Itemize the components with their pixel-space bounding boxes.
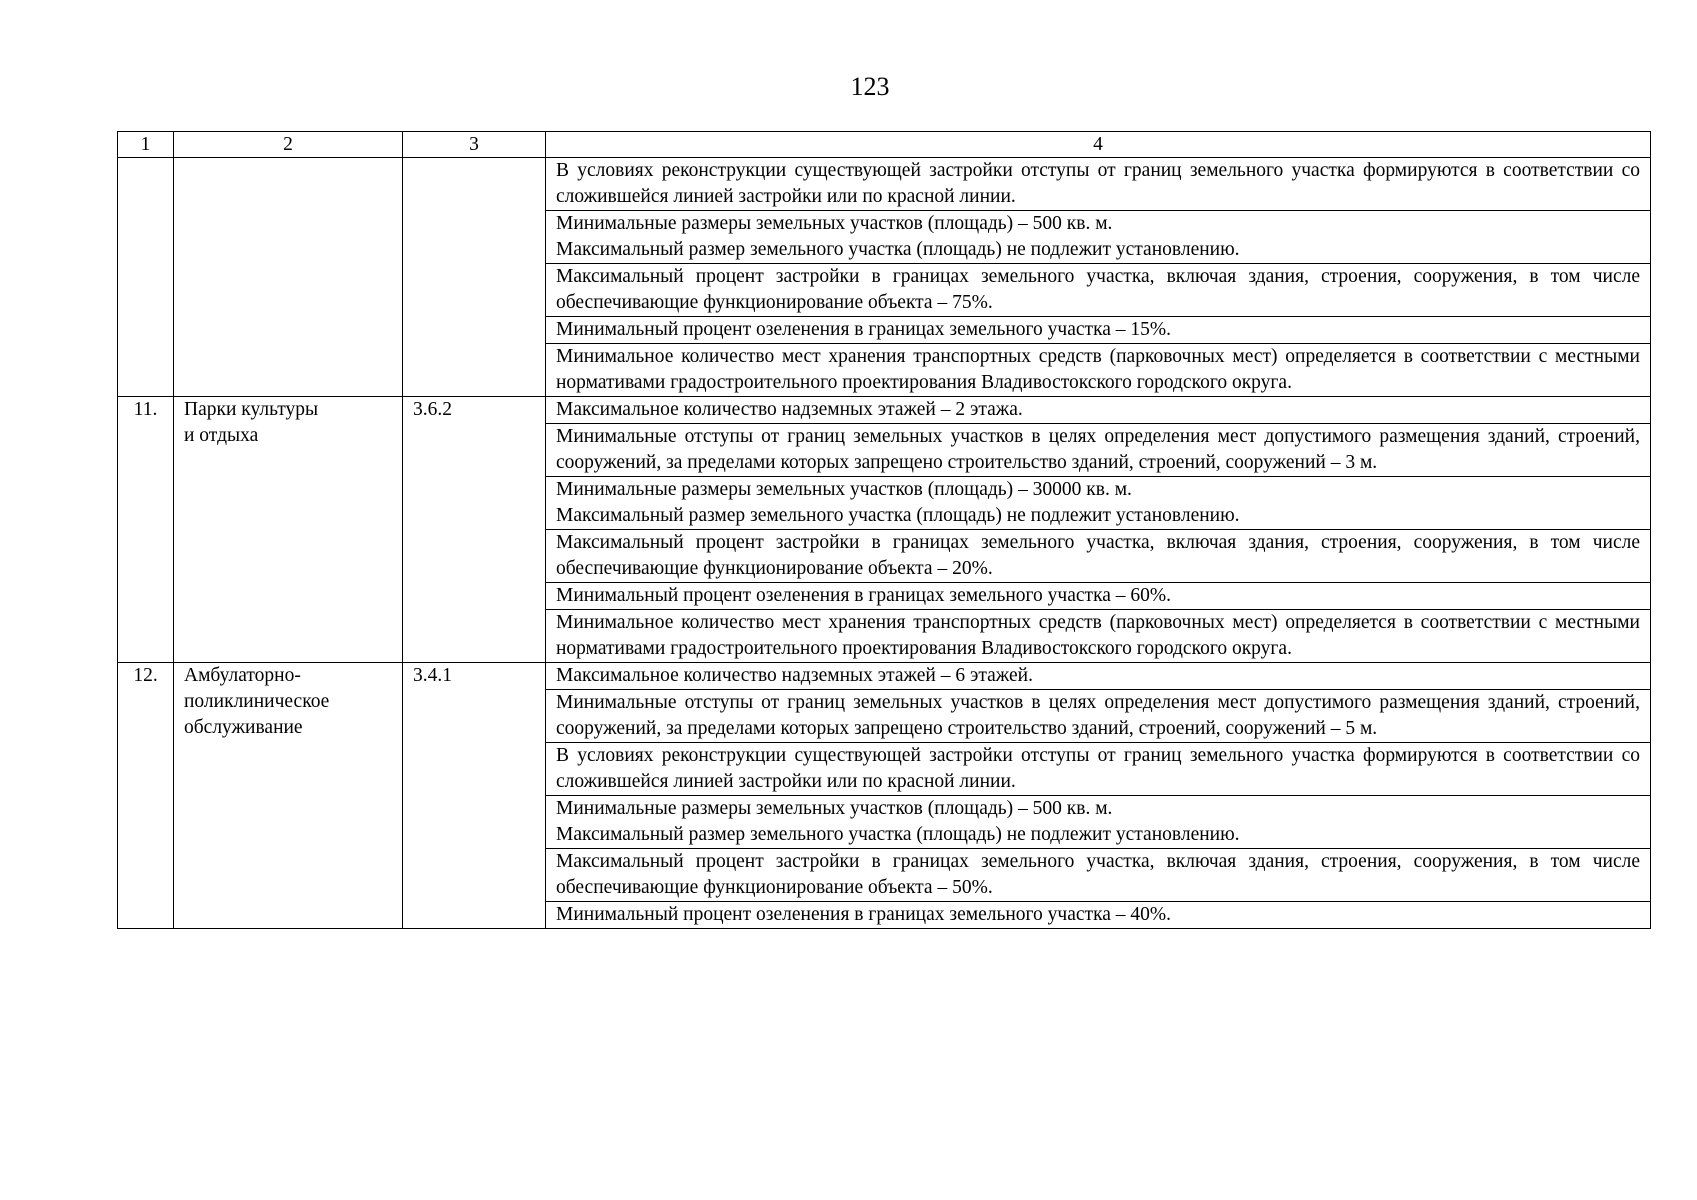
parameter-cell (546, 477, 1651, 530)
use-type-name (174, 158, 403, 397)
parameter-text: Минимальный процент озеленения в границах земельного участка – 40%. (556, 904, 1172, 925)
parameter-cell (546, 264, 1651, 317)
table-header-row (118, 132, 1651, 158)
parameter-text: Максимальное количество надземных этажей – 6 этажей. (556, 665, 1033, 686)
table-row (118, 158, 1651, 211)
parameter-text: Максимальный размер земельного участка (площадь) не подлежит установлению. (556, 239, 1240, 260)
parameter-cell (546, 158, 1651, 211)
use-type-code: 3.4.1 (403, 663, 546, 929)
regulations-table (117, 131, 1651, 929)
parameter-text: В условиях реконструкции существующей застройки отступы от границ земельного участка формируются в соответствии со сложившейся линией застройки или по красной линии. (556, 745, 1640, 792)
parameter-text: Минимальный процент озеленения в границах земельного участка – 15%. (556, 319, 1172, 340)
parameter-text: Максимальный процент застройки в границах земельного участка, включая здания, строения, сооружения, в том числе обеспечивающие функционирование объекта – 50%. (556, 851, 1640, 898)
header-cell-3: 3 (403, 132, 546, 158)
use-type-name-line: поликлиническое (184, 691, 330, 712)
parameter-text: Минимальные отступы от границ земельных участков в целях определения мест допустимого размещения зданий, строений, сооружений, за пределами которых запрещено строительство зданий, строений, сооружений – 5 м. (556, 692, 1640, 739)
parameter-text: Минимальные размеры земельных участков (площадь) – 30000 кв. м. (556, 479, 1132, 500)
parameter-text: Максимальный размер земельного участка (площадь) не подлежит установлению. (556, 505, 1240, 526)
parameter-text: В условиях реконструкции существующей застройки отступы от границ земельного участка формируются в соответствии со сложившейся линией застройки или по красной линии. (556, 160, 1640, 207)
parameter-cell (546, 663, 1651, 690)
parameter-cell (546, 317, 1651, 344)
use-type-code: 3.6.2 (403, 397, 546, 663)
parameter-cell (546, 796, 1651, 849)
parameter-cell (546, 583, 1651, 610)
parameter-text: Минимальный процент озеленения в границах земельного участка – 60%. (556, 585, 1172, 606)
parameter-text: Минимальные размеры земельных участков (площадь) – 500 кв. м. (556, 798, 1113, 819)
parameter-cell (546, 344, 1651, 397)
parameter-cell (546, 690, 1651, 743)
parameter-cell (546, 610, 1651, 663)
parameter-text: Максимальный размер земельного участка (площадь) не подлежит установлению. (556, 824, 1240, 845)
use-type-name-line: обслуживание (184, 717, 303, 738)
parameter-text: Максимальное количество надземных этажей – 2 этажа. (556, 399, 1023, 420)
use-type-name-line: Амбулаторно- (184, 665, 301, 686)
use-type-name-line: Парки культуры (184, 399, 319, 420)
header-cell-2: 2 (174, 132, 403, 158)
parameter-text: Максимальный процент застройки в границах земельного участка, включая здания, строения, сооружения, в том числе обеспечивающие функционирование объекта – 20%. (556, 532, 1640, 579)
use-type-name (174, 397, 403, 663)
parameter-cell (546, 743, 1651, 796)
header-cell-1: 1 (118, 132, 174, 158)
parameter-text: Минимальные размеры земельных участков (площадь) – 500 кв. м. (556, 213, 1113, 234)
parameter-text: Минимальное количество мест хранения транспортных средств (парковочных мест) определяется в соответствии с местными нормативами градостроительного проектирования Владивостокского городского округа. (556, 612, 1640, 659)
use-type-name (174, 663, 403, 929)
parameter-text: Минимальное количество мест хранения транспортных средств (парковочных мест) определяется в соответствии с местными нормативами градостроительного проектирования Владивостокского городского округа. (556, 346, 1640, 393)
parameter-cell (546, 211, 1651, 264)
table-row (118, 663, 1651, 690)
table-body (118, 158, 1651, 929)
row-number (118, 158, 174, 397)
parameter-cell (546, 530, 1651, 583)
table-row (118, 397, 1651, 424)
parameter-cell (546, 424, 1651, 477)
row-number: 12. (118, 663, 174, 929)
parameter-cell (546, 849, 1651, 902)
parameter-text: Минимальные отступы от границ земельных участков в целях определения мест допустимого размещения зданий, строений, сооружений, за пределами которых запрещено строительство зданий, строений, сооружений – 3 м. (556, 426, 1640, 473)
use-type-code (403, 158, 546, 397)
header-cell-4: 4 (546, 132, 1651, 158)
parameter-cell (546, 397, 1651, 424)
row-number: 11. (118, 397, 174, 663)
page-number: 123 (850, 72, 890, 101)
use-type-name-line: и отдыха (184, 425, 259, 446)
parameter-text: Максимальный процент застройки в границах земельного участка, включая здания, строения, сооружения, в том числе обеспечивающие функционирование объекта – 75%. (556, 266, 1640, 313)
parameter-cell (546, 902, 1651, 929)
